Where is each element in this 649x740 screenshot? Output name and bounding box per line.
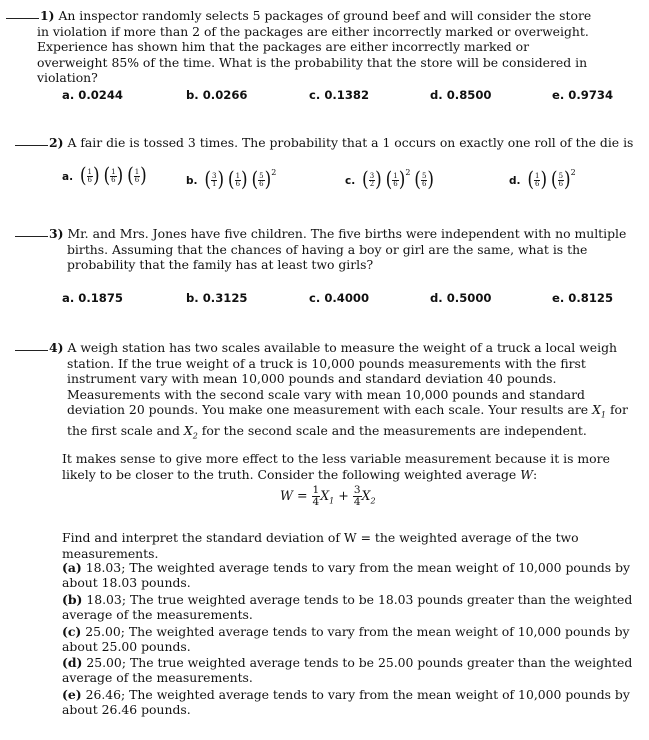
answer-blank-4[interactable] [15,340,48,351]
q2-option-d-label: d. [509,175,521,187]
choice-label: (e) [62,687,82,702]
choice-label: (b) [62,592,83,607]
f2-den: 4 [353,496,361,508]
frac-den: 1 [211,180,217,188]
q3-option-e[interactable]: e. 0.8125 [552,291,614,305]
frac-num: 3 [369,172,375,180]
f1-num: 1 [312,484,320,496]
q2-option-b-label: b. [186,175,198,187]
frac-num: 1 [393,172,398,180]
choice-value: 25.00; [86,655,126,670]
answer-blank-2[interactable] [15,135,48,146]
question-3 [0,226,630,273]
choice-value: 25.00; [85,624,125,639]
q2-option-c[interactable]: c. ( $\frac{3}{2}$ ) ( $\frac{1}{6}$ )$^2$ ( $\frac{5}{6}$ ) [345,167,435,192]
question-2-number: 2) [49,135,64,150]
q2-option-a-label: a. [62,171,74,183]
frac-den: 6 [134,176,140,184]
choice-text: The weighted average tends to vary from the mean weight of 10,000 pounds by about 26.46 pounds. [62,687,630,717]
formula-lhs: W = [280,488,308,503]
q3-option-c[interactable]: c. 0.4000 [309,291,370,305]
frac-num: 1 [534,172,540,180]
q2-option-c-label: c. [345,175,356,187]
frac-num: 5 [259,172,264,180]
frac-num: 5 [558,172,564,180]
frac-den: 6 [111,176,116,184]
answer-blank-3[interactable] [15,226,48,237]
q4-choice-b[interactable] [62,593,637,622]
question-4-para2-text: It makes sense to give more effect to the less variable measurement because it is more likely to be closer to the truth. Consider the following weighted average [62,451,610,482]
formula-x2: $X_2$ [361,488,376,506]
frac-den: 2 [369,180,375,188]
choice-value: 18.03; [86,592,126,607]
choice-text: The true weighted average tends to be 18.03 pounds greater than the weighted average of the measurements. [62,592,633,622]
choice-text: The weighted average tends to vary from the mean weight of 10,000 pounds by about 18.03 pounds. [62,560,631,590]
choice-label: (a) [62,560,82,575]
q3-option-a[interactable]: a. 0.1875 [62,291,124,305]
frac-den: 6 [235,180,241,188]
x2-variable: $X_2$ [183,422,198,441]
question-1-number: 1) [40,8,55,23]
frac-den: 6 [534,180,540,188]
w-variable: W [520,466,533,482]
choice-label: (d) [62,655,83,670]
weighted-average-formula [280,485,376,508]
frac-den: 6 [87,176,93,184]
frac-num: 1 [111,168,116,176]
answer-blank-1[interactable] [6,8,39,19]
question-4-prompt-text: Find and interpret the standard deviation of W = the weighted average of the two measurements. [62,530,579,561]
q3-option-d[interactable]: d. 0.5000 [430,291,492,305]
choice-value: 26.46; [85,687,126,702]
question-4-text-part3: for the second scale and the measurements are independent. [201,422,587,438]
q3-option-b[interactable]: b. 0.3125 [186,291,248,305]
question-2-text: A fair die is tossed 3 times. The probability that a 1 occurs on exactly one roll of the die is [67,135,634,150]
q2-option-d[interactable]: d. ( $\frac{1}{6}$ ) ( $\frac{5}{6}$ )$^2$ [509,167,576,192]
question-4-para2 [62,451,637,482]
q4-choice-d[interactable] [62,656,637,685]
q2-option-b[interactable]: b. ( $\frac{3}{1}$ ) ( $\frac{1}{6}$ ) ( $\frac{5}{6}$ )$^2$ [186,167,277,192]
frac-den: 6 [558,180,564,188]
frac-num: 5 [421,172,427,180]
colon: : [532,466,538,482]
question-3-number: 3) [49,226,64,241]
formula-plus: + [338,488,349,503]
formula-x1: $X_1$ [320,488,335,506]
f2-num: 3 [353,484,361,496]
frac-den: 6 [421,180,427,188]
frac-num: 1 [87,168,93,176]
q1-option-e[interactable]: e. 0.9734 [552,88,614,102]
frac-den: 6 [393,180,398,188]
q4-choice-a[interactable] [62,561,637,590]
f1-den: 4 [312,496,320,508]
q1-option-d[interactable]: d. 0.8500 [430,88,492,102]
q1-option-c[interactable]: c. 0.1382 [309,88,370,102]
frac-den: 6 [259,180,264,188]
frac-num: 1 [235,172,241,180]
question-1-text: An inspector randomly selects 5 packages of ground beef and will consider the store in violation if more than 2 of the packages are either incorrectly marked or overweight. Experience has shown him that the packages are either incorrectly marked or overweight 85% of the time. What is the probability that the store will be considered in violation? [37,8,592,85]
question-1 [0,8,600,86]
q1-option-a[interactable]: a. 0.0244 [62,88,124,102]
question-4-text-part1: A weigh station has two scales available to measure the weight of a truck a local weigh station. If the true weight of a truck is 10,000 pounds measurements with the first instrument vary with mean 10,000 pounds and standard deviation 40 pounds. Measurements with the second scale vary with mean 10,000 pounds and standard deviation 20 pounds. You make one measurement with each scale. Your results are [67,340,618,417]
question-4-prompt [62,530,637,561]
x1-variable: $X_1$ [592,402,606,420]
question-3-text: Mr. and Mrs. Jones have five children. The five births were independent with no multiple births. Assuming that the chances of having a boy or girl are the same, what is the probability that the family has at least two girls? [67,226,627,272]
question-4-text-part2: for the first scale and [67,402,628,438]
exponent: 2 [570,168,576,177]
question-2 [15,135,635,151]
question-4-number: 4) [49,340,64,355]
choice-text: The weighted average tends to vary from the mean weight of 10,000 pounds by about 25.00 pounds. [62,624,630,654]
exponent: 2 [271,168,277,177]
frac-num: 3 [211,172,217,180]
q2-option-a[interactable]: a. ( $\frac{1}{6}$ ) ( $\frac{1}{6}$ ) ( $\frac{1}{6}$ ) [62,163,147,188]
choice-text: The true weighted average tends to be 25.00 pounds greater than the weighted average of the measurements. [62,655,633,685]
choice-value: 18.03; [85,560,126,575]
q4-choice-e[interactable] [62,688,637,717]
choice-label: (c) [62,624,82,639]
question-4 [0,340,635,444]
frac-num: 1 [134,168,140,176]
q1-option-b[interactable]: b. 0.0266 [186,88,248,102]
q4-choice-c[interactable] [62,625,637,654]
exponent: 2 [405,168,411,177]
